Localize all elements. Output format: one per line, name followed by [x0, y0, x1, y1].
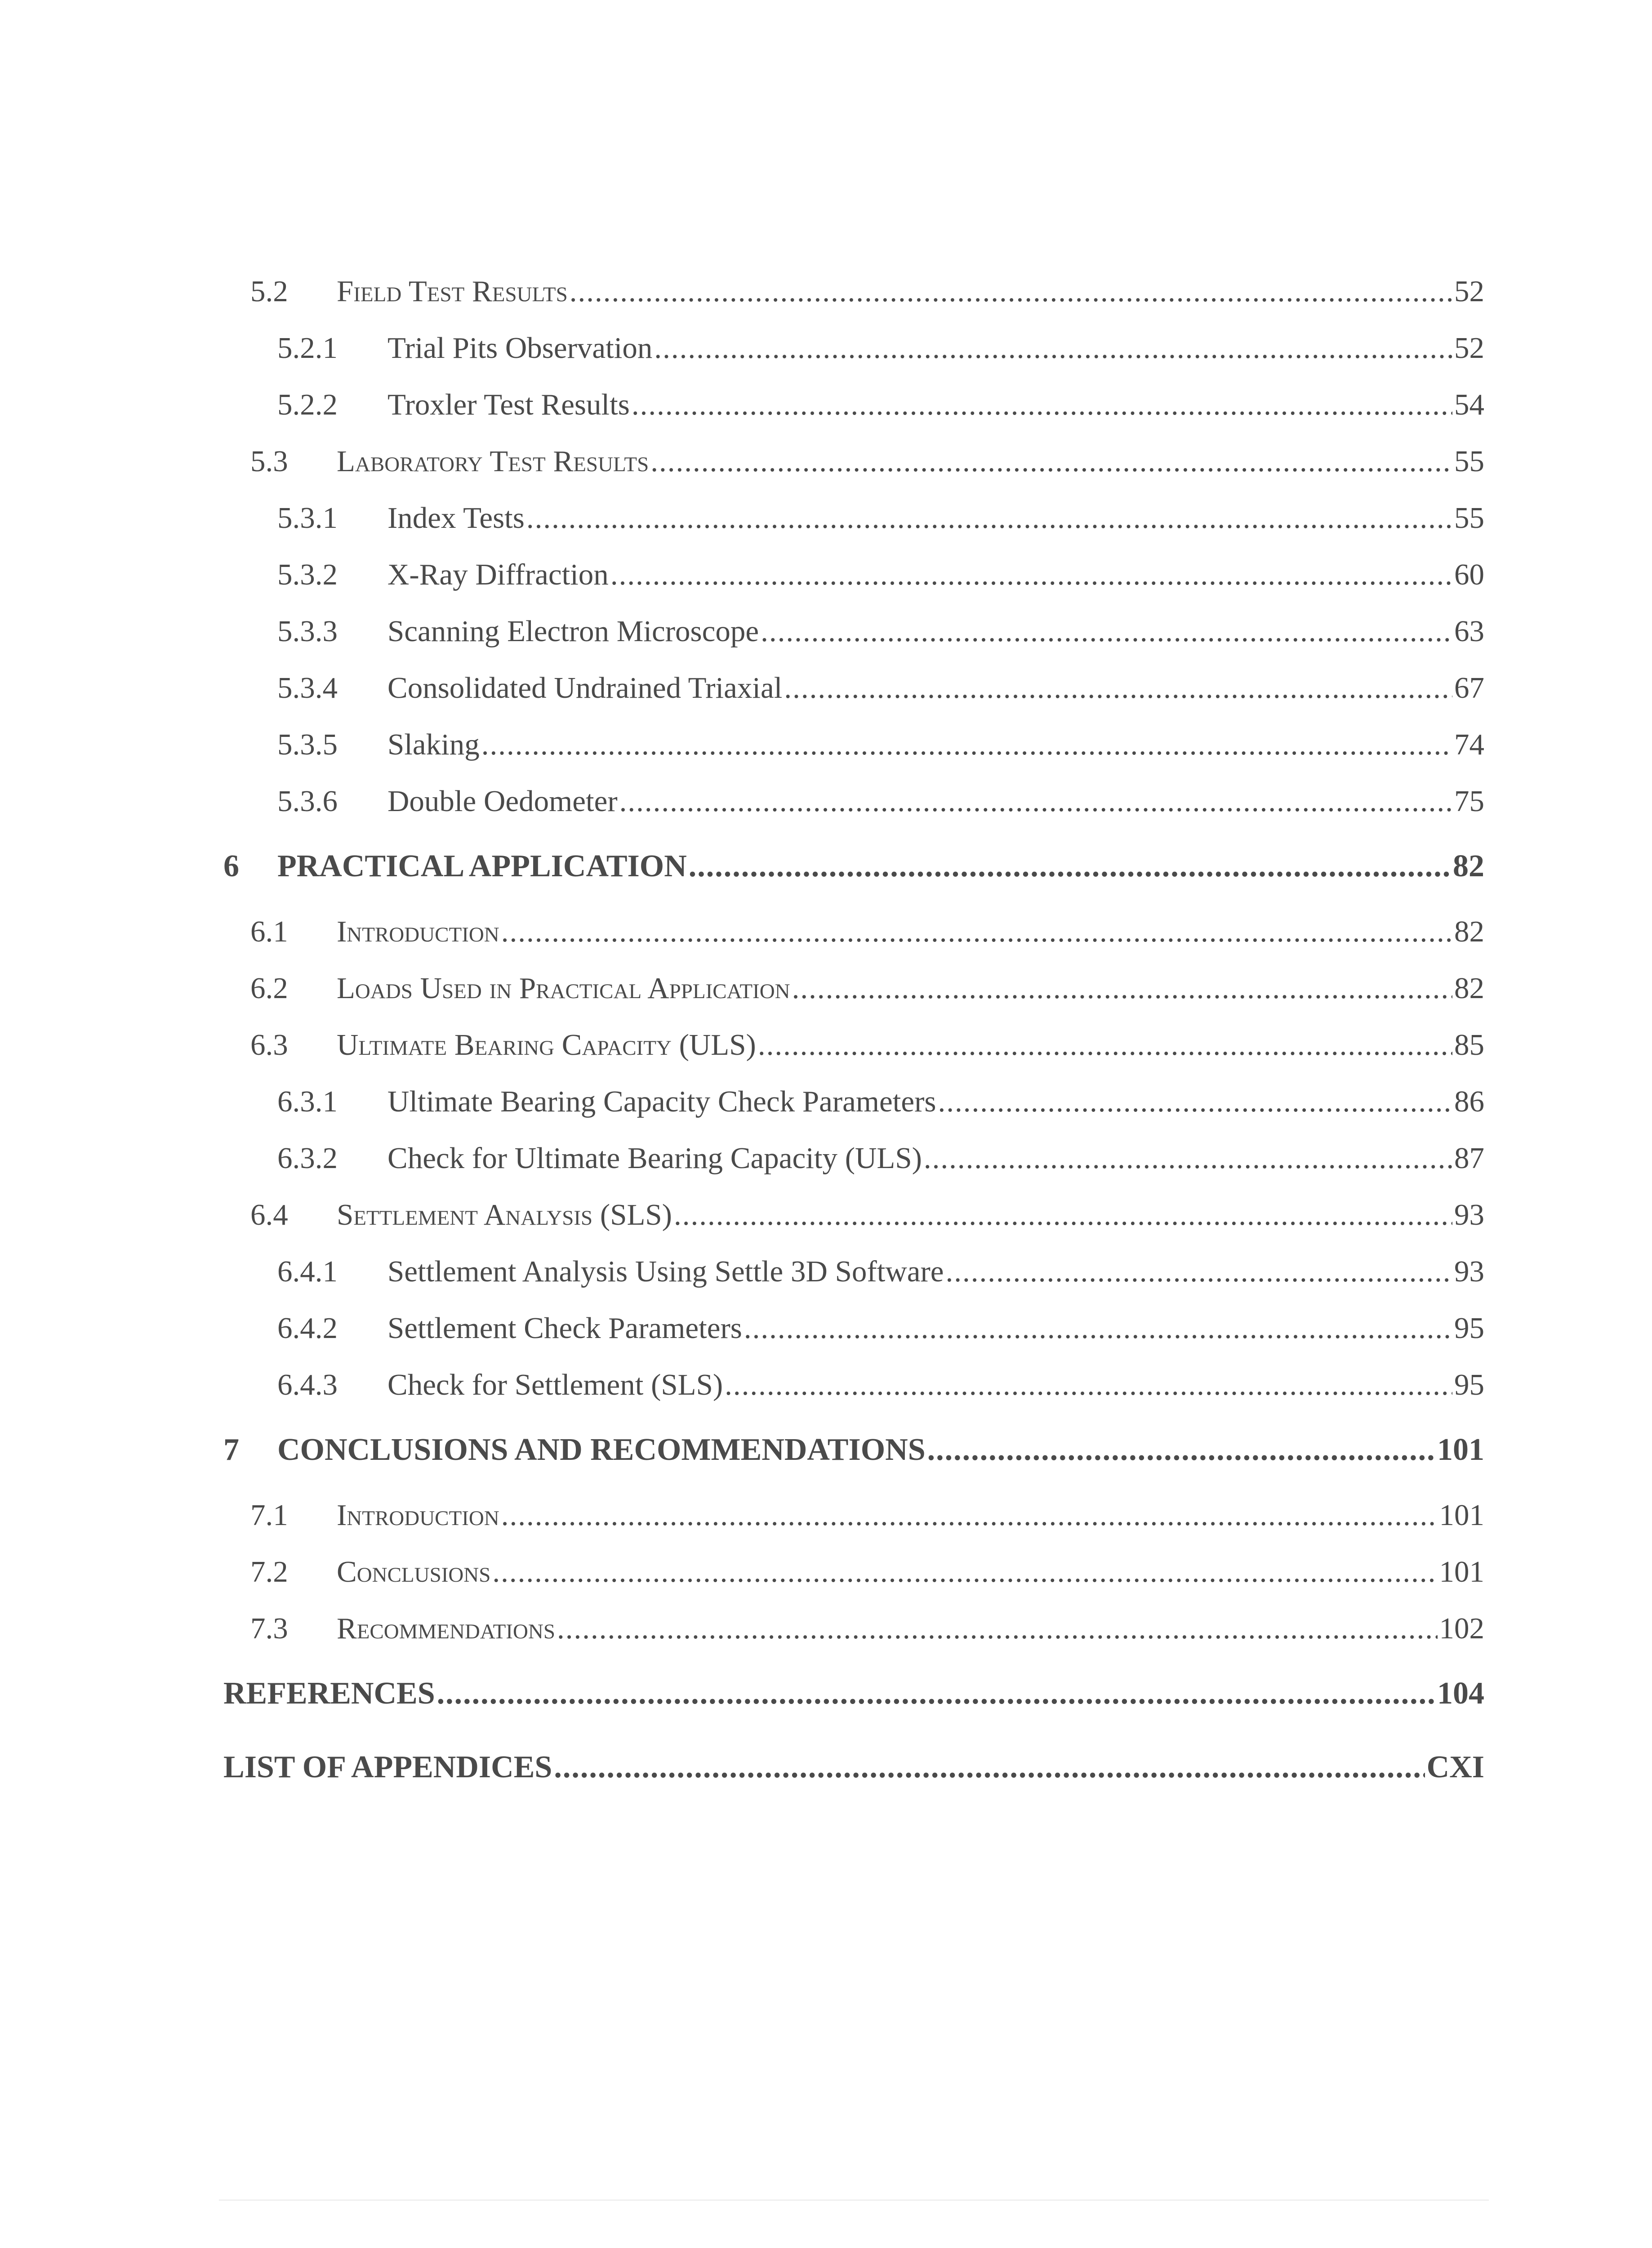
toc-entry-page: 52	[1454, 275, 1484, 308]
toc-chapter-6[interactable]	[223, 830, 1484, 903]
toc-entry-6-1[interactable]	[223, 903, 1484, 960]
toc-entry-title: Check for Settlement (SLS)	[387, 1368, 723, 1401]
toc-entry-6-4-1[interactable]	[223, 1243, 1484, 1300]
dot-leader	[761, 603, 1452, 660]
toc-entry-number: 5.3.1	[277, 501, 338, 535]
toc-entry-5-2-2[interactable]	[223, 376, 1484, 433]
dot-leader	[501, 1487, 1438, 1543]
toc-entry-7-2[interactable]	[223, 1543, 1484, 1600]
toc-entry-number: 5.3.2	[277, 558, 338, 591]
toc-entry-title: Trial Pits Observation	[387, 331, 653, 365]
dot-leader	[924, 1130, 1452, 1186]
toc-entry-5-3-6[interactable]	[223, 773, 1484, 830]
toc-entry-number: 7.2	[250, 1555, 288, 1588]
toc-entry-number: 6.4.3	[277, 1368, 338, 1401]
toc-entry-title: Settlement Analysis Using Settle 3D Software	[387, 1255, 944, 1288]
toc-entry-page: 74	[1454, 728, 1484, 761]
dot-leader	[437, 1657, 1435, 1731]
toc-entry-5-3-3[interactable]	[223, 603, 1484, 660]
toc-entry-number: 5.3.5	[277, 728, 338, 761]
toc-entry-7-1[interactable]	[223, 1487, 1484, 1543]
toc-entry-5-3-5[interactable]	[223, 716, 1484, 773]
toc-entry-page: 101	[1439, 1555, 1484, 1588]
toc-entry-page: 86	[1454, 1085, 1484, 1118]
toc-entry-6-4-2[interactable]	[223, 1300, 1484, 1356]
toc-entry-number: 6.4.1	[277, 1255, 338, 1288]
dot-leader	[526, 490, 1452, 546]
toc-entry-page: 101	[1437, 1432, 1484, 1467]
toc-entry-title: Laboratory Test Results	[337, 445, 649, 478]
toc-entry-page: 67	[1454, 671, 1484, 705]
toc-entry-title: Slaking	[387, 728, 480, 761]
toc-entry-page: CXI	[1426, 1750, 1484, 1784]
dot-leader	[619, 773, 1452, 830]
toc-entry-number: 5.2.1	[277, 331, 338, 365]
dot-leader	[654, 320, 1452, 376]
toc-entry-page: 87	[1454, 1142, 1484, 1175]
toc-entry-6-4-3[interactable]	[223, 1356, 1484, 1413]
toc-entry-title: CONCLUSIONS AND RECOMMENDATIONS	[277, 1432, 926, 1467]
toc-entry-page: 52	[1454, 331, 1484, 365]
toc-entry-page: 85	[1454, 1028, 1484, 1062]
toc-entry-title: LIST OF APPENDICES	[223, 1750, 552, 1784]
dot-leader	[501, 903, 1452, 960]
toc-entry-number: 7.1	[250, 1499, 288, 1532]
dot-leader	[938, 1073, 1452, 1130]
toc-entry-6-3-1[interactable]	[223, 1073, 1484, 1130]
dot-leader	[492, 1543, 1437, 1600]
toc-entry-title: Settlement Analysis (SLS)	[337, 1198, 672, 1231]
toc-entry-6-3[interactable]	[223, 1017, 1484, 1073]
toc-entry-page: 93	[1454, 1198, 1484, 1231]
toc-entry-page: 55	[1454, 501, 1484, 535]
toc-entry-5-3-1[interactable]	[223, 490, 1484, 546]
dot-leader	[554, 1731, 1425, 1804]
dot-leader	[792, 960, 1452, 1017]
toc-entry-number: 5.2.2	[277, 388, 338, 421]
toc-entry-number: 5.3	[250, 445, 288, 478]
toc-entry-title: Ultimate Bearing Capacity Check Parameters	[387, 1085, 936, 1118]
toc-entry-title: Introduction	[337, 915, 499, 948]
toc-entry-title: Settlement Check Parameters	[387, 1311, 742, 1345]
toc-entry-number: 7	[223, 1432, 239, 1467]
footer-divider	[219, 2199, 1489, 2201]
dot-leader	[481, 716, 1452, 773]
toc-entry-title: Recommendations	[337, 1612, 555, 1645]
toc-entry-number: 6	[223, 849, 239, 883]
toc-list-of-appendices[interactable]	[223, 1731, 1484, 1804]
toc-entry-number: 6.4.2	[277, 1311, 338, 1345]
toc-chapter-7[interactable]	[223, 1413, 1484, 1487]
dot-leader	[689, 830, 1451, 903]
toc-entry-page: 82	[1453, 849, 1484, 883]
toc-entry-number: 6.3	[250, 1028, 288, 1062]
toc-entry-title: REFERENCES	[223, 1676, 435, 1711]
toc-entry-5-3-4[interactable]	[223, 660, 1484, 716]
toc-entry-title: Index Tests	[387, 501, 525, 535]
toc-entry-6-4[interactable]	[223, 1186, 1484, 1243]
toc-entry-title: Conclusions	[337, 1555, 491, 1588]
toc-entry-page: 54	[1454, 388, 1484, 421]
toc-entry-number: 6.4	[250, 1198, 288, 1231]
dot-leader	[725, 1356, 1452, 1413]
dot-leader	[758, 1017, 1452, 1073]
dot-leader	[632, 376, 1452, 433]
toc-entry-title: PRACTICAL APPLICATION	[277, 849, 687, 883]
toc-entry-5-2[interactable]	[223, 263, 1484, 320]
toc-entry-number: 5.3.6	[277, 785, 338, 818]
dot-leader	[744, 1300, 1452, 1356]
toc-entry-page: 55	[1454, 445, 1484, 478]
toc-entry-5-3[interactable]	[223, 433, 1484, 490]
toc-entry-5-3-2[interactable]	[223, 546, 1484, 603]
toc-entry-number: 5.2	[250, 275, 288, 308]
dot-leader	[927, 1413, 1435, 1487]
toc-entry-number: 6.3.1	[277, 1085, 338, 1118]
toc-entry-title: Ultimate Bearing Capacity (ULS)	[337, 1028, 756, 1062]
toc-entry-page: 104	[1437, 1676, 1484, 1711]
dot-leader	[784, 660, 1452, 716]
toc-entry-number: 5.3.4	[277, 671, 338, 705]
dot-leader	[570, 263, 1452, 320]
toc-entry-title: X-Ray Diffraction	[387, 558, 609, 591]
toc-entry-page: 101	[1439, 1499, 1484, 1532]
toc-entry-title: Check for Ultimate Bearing Capacity (ULS)	[387, 1142, 922, 1175]
dot-leader	[674, 1186, 1452, 1243]
toc-entry-page: 63	[1454, 615, 1484, 648]
toc-entry-page: 82	[1454, 915, 1484, 948]
toc-entry-page: 75	[1454, 785, 1484, 818]
dot-leader	[557, 1600, 1438, 1657]
toc-entry-page: 95	[1454, 1311, 1484, 1345]
toc-entry-title: Consolidated Undrained Triaxial	[387, 671, 783, 705]
toc-entry-6-3-2[interactable]	[223, 1130, 1484, 1186]
toc-references[interactable]	[223, 1657, 1484, 1731]
toc-entry-page: 60	[1454, 558, 1484, 591]
toc-entry-number: 5.3.3	[277, 615, 338, 648]
toc-entry-title: Introduction	[337, 1499, 499, 1532]
toc-entry-page: 93	[1454, 1255, 1484, 1288]
toc-entry-title: Double Oedometer	[387, 785, 618, 818]
toc-entry-number: 6.2	[250, 972, 288, 1005]
dot-leader	[610, 546, 1452, 603]
toc-entry-title: Loads Used in Practical Application	[337, 972, 790, 1005]
toc-entry-title: Scanning Electron Microscope	[387, 615, 759, 648]
toc-entry-title: Field Test Results	[337, 275, 568, 308]
toc-entry-title: Troxler Test Results	[387, 388, 630, 421]
dot-leader	[946, 1243, 1452, 1300]
toc-entry-6-2[interactable]	[223, 960, 1484, 1017]
toc-entry-number: 6.1	[250, 915, 288, 948]
toc-entry-number: 7.3	[250, 1612, 288, 1645]
table-of-contents	[223, 263, 1484, 1804]
toc-entry-7-3[interactable]	[223, 1600, 1484, 1657]
toc-entry-page: 82	[1454, 972, 1484, 1005]
toc-entry-page: 102	[1439, 1612, 1484, 1645]
dot-leader	[650, 433, 1452, 490]
toc-entry-number: 6.3.2	[277, 1142, 338, 1175]
toc-entry-5-2-1[interactable]	[223, 320, 1484, 376]
toc-entry-page: 95	[1454, 1368, 1484, 1401]
